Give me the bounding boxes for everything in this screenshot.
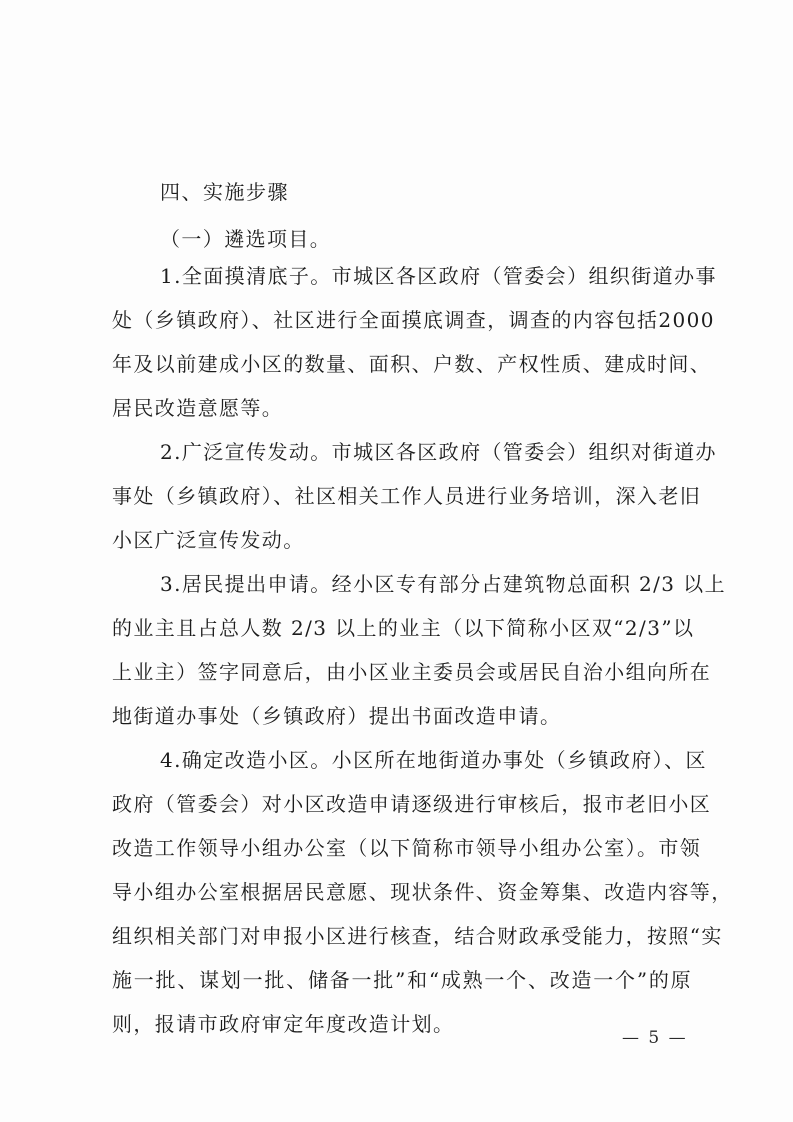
paragraph-1-line-4: 居民改造意愿等。 [112,396,284,420]
paragraph-2-line-2: 事处（乡镇政府）、社区相关工作人员进行业务培训，深入老旧 [112,484,702,508]
paragraph-4-line-7: 则，报请市政府审定年度改造计划。 [112,1012,455,1036]
paragraph-1-line-2: 处（乡镇政府）、社区进行全面摸底调查，调查的内容包括2000 [112,308,715,332]
paragraph-1-line-3: 年及以前建成小区的数量、面积、户数、产权性质、建成时间、 [112,352,712,376]
paragraph-3-line-2: 的业主且占总人数 2/3 以上的业主（以下简称小区双“2/3”以 [112,616,695,640]
paragraph-3-line-3: 上业主）签字同意后，由小区业主委员会或居民自治小组向所在 [112,660,712,684]
paragraph-4-line-3: 改造工作领导小组办公室（以下简称市领导小组办公室）。市领 [112,836,702,860]
paragraph-3-line-1: 3.居民提出申请。经小区专有部分占建筑物总面积 2/3 以上 [160,572,726,596]
paragraph-3-line-4: 地街道办事处（乡镇政府）提出书面改造申请。 [112,704,562,728]
subsection-heading: （一）遴选项目。 [160,227,332,251]
paragraph-4-line-2: 政府（管委会）对小区改造申请逐级进行审核后，报市老旧小区 [112,792,712,816]
paragraph-2-line-3: 小区广泛宣传发动。 [112,528,305,552]
paragraph-4-line-4: 导小组办公室根据居民意愿、现状条件、资金筹集、改造内容等， [112,880,733,904]
section-heading: 四、实施步骤 [160,180,289,204]
paragraph-2-line-1: 2.广泛宣传发动。市城区各区政府（管委会）组织对街道办 [160,440,717,464]
paragraph-4-line-6: 施一批、谋划一批、储备一批”和“成熟一个、改造一个”的原 [112,968,692,992]
paragraph-4-line-5: 组织相关部门对申报小区进行核查，结合财政承受能力，按照“实 [112,924,723,948]
paragraph-1-line-1: 1.全面摸清底子。市城区各区政府（管委会）组织街道办事 [160,264,717,288]
page-number: — 5 — [622,1028,688,1048]
paragraph-4-line-1: 4.确定改造小区。小区所在地街道办事处（乡镇政府）、区 [160,748,707,772]
